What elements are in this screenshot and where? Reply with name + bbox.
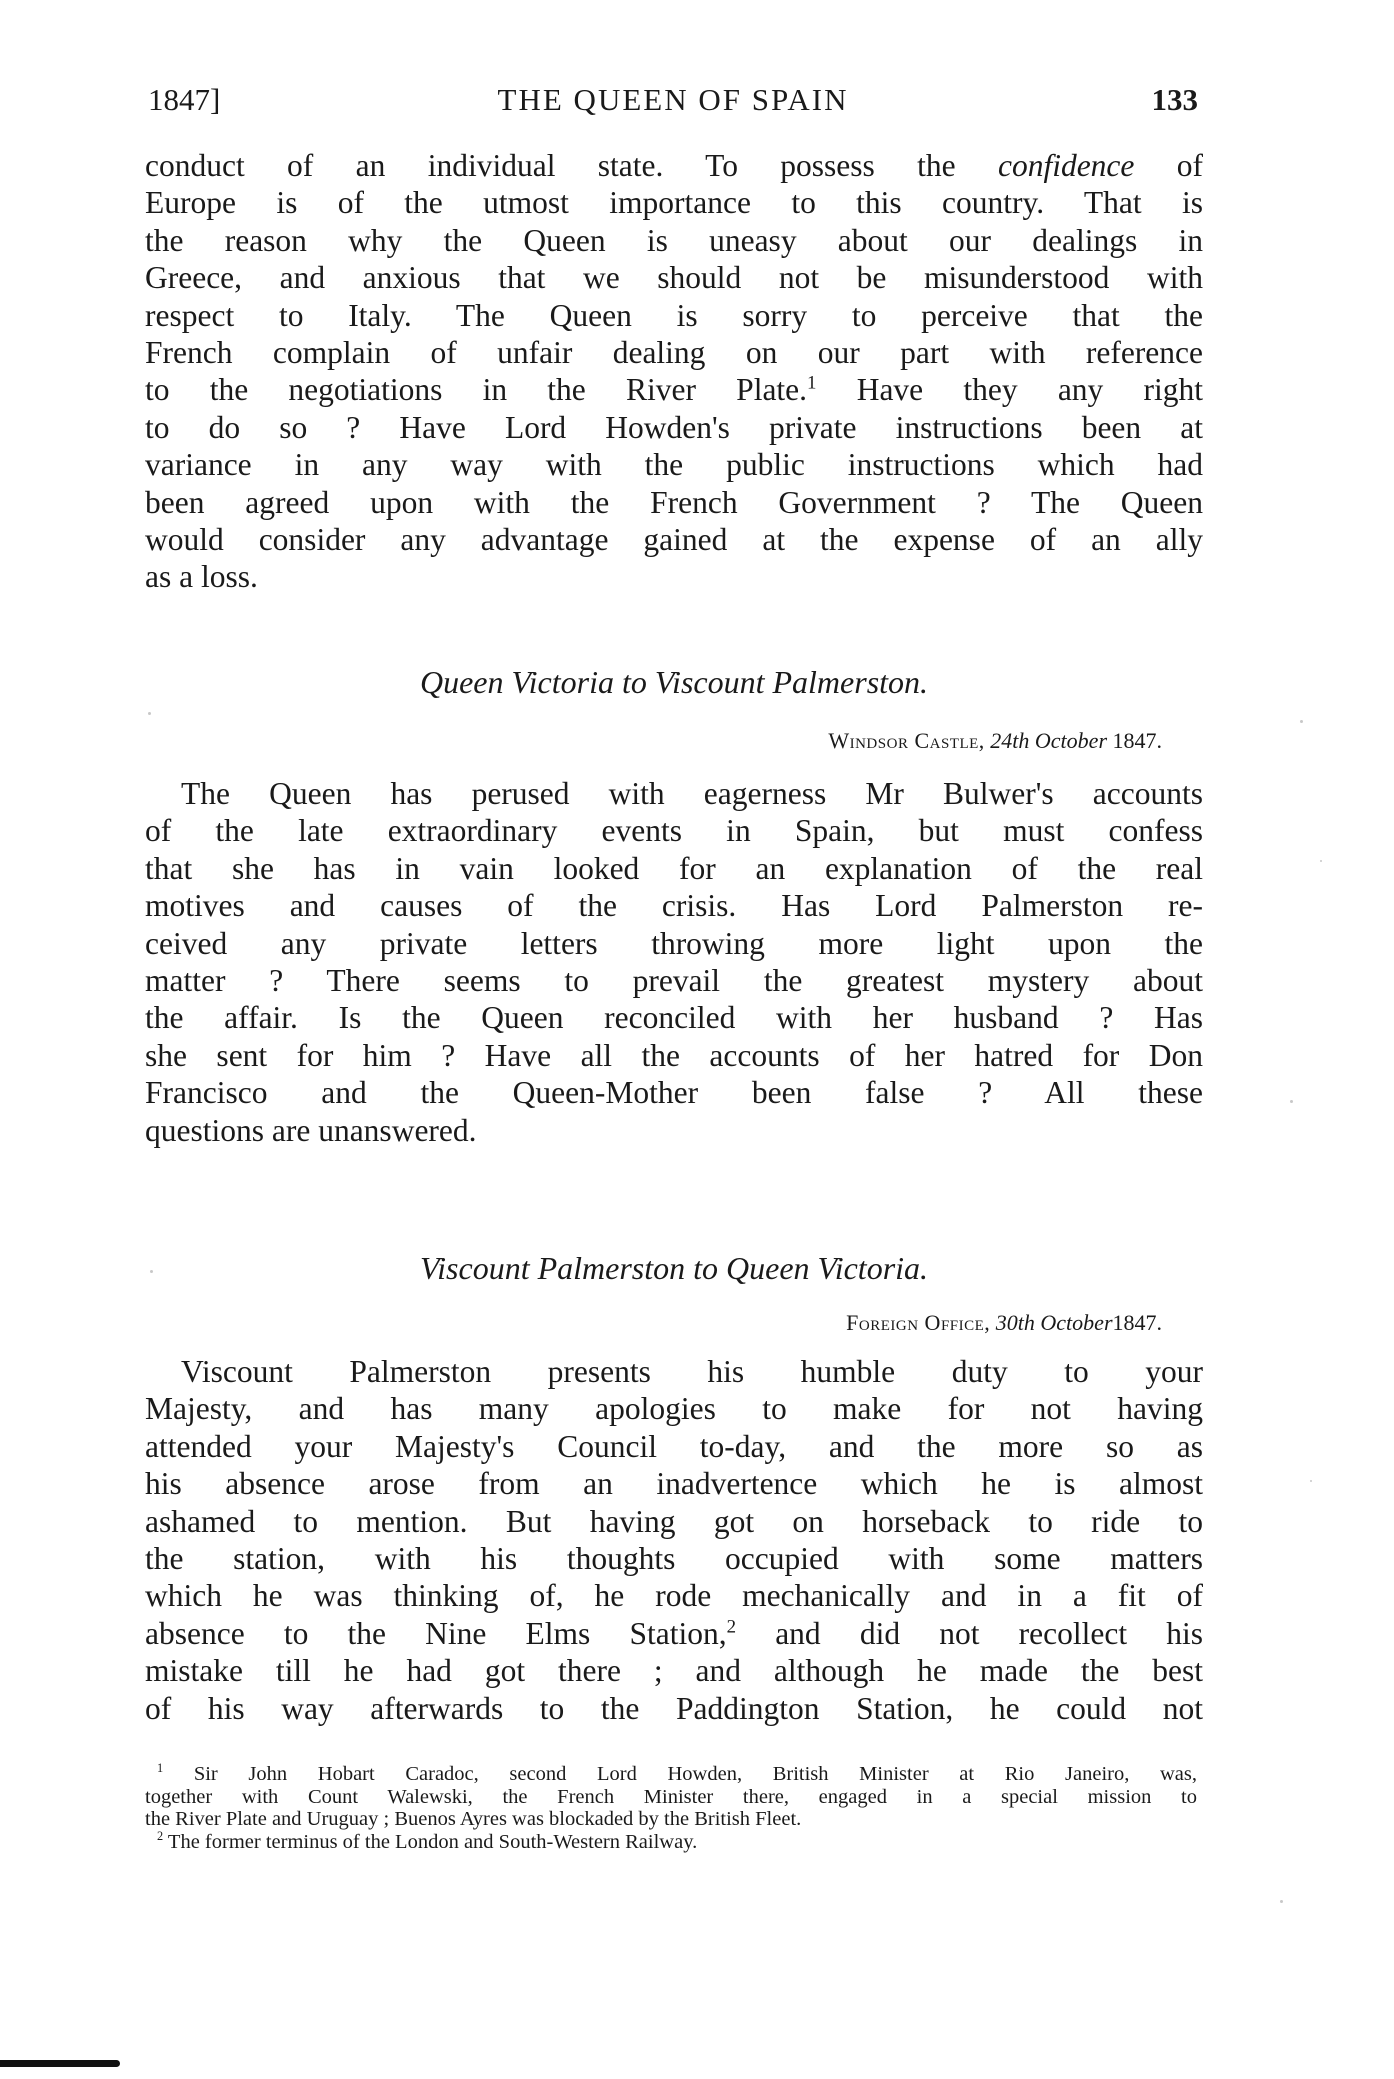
letter-heading-1: Queen Victoria to Viscount Palmerston. xyxy=(419,664,929,700)
text-line: French complain of unfair dealing on our part with reference xyxy=(145,335,1203,371)
text-line: absence to the Nine Elms Station,$^2$ and did not recollect his xyxy=(145,1615,1203,1651)
footnote-ref-1: 1 xyxy=(807,372,817,394)
letter-dateline-2 xyxy=(846,1310,1162,1336)
scan-speck xyxy=(150,1270,153,1273)
scan-speck xyxy=(1320,860,1322,862)
text-line: mistake till he had got there ; and although he made the best xyxy=(145,1653,1203,1689)
letter-body-2 xyxy=(145,1353,1203,1727)
text-line: to the negotiations in the River Plate.$^1$ Have they any right xyxy=(145,372,1203,408)
page-edge-mark xyxy=(0,2060,120,2067)
dateline-date: 24th October xyxy=(990,728,1107,753)
text-line: that she has in vain looked for an explanation of the real xyxy=(145,850,1203,886)
dateline-date: 30th October xyxy=(995,1310,1113,1335)
scan-speck xyxy=(1290,1100,1293,1103)
text-line: conduct of an individual state. To possess the confidence of xyxy=(145,148,1203,183)
text-line: would consider any advantage gained at the expense of an ally xyxy=(145,522,1203,558)
text-line: Majesty, and has many apologies to make for not having xyxy=(145,1391,1203,1427)
text-line: the reason why the Queen is uneasy about our dealings in xyxy=(145,222,1203,258)
letter-dateline-1 xyxy=(828,728,1162,754)
text-line: which he was thinking of, he rode mechanically and in a fit of xyxy=(145,1578,1203,1614)
text-line: as a loss. xyxy=(145,559,258,595)
dateline-place: Foreign Office, xyxy=(846,1310,991,1335)
text-line: of the late extraordinary events in Spain, but must confess xyxy=(145,813,1203,849)
dateline-year: 1847. xyxy=(1112,728,1162,753)
text-line: the affair. Is the Queen reconciled with her husband ? Has xyxy=(145,1000,1203,1036)
text-line: motives and causes of the crisis. Has Lord Palmerston re- xyxy=(145,888,1203,924)
footnote-ref-2: 2 xyxy=(726,1616,737,1638)
letter-heading-2: Viscount Palmerston to Queen Victoria. xyxy=(419,1250,929,1286)
text-line: Greece, and anxious that we should not be misunderstood with xyxy=(145,260,1203,296)
scan-speck xyxy=(148,712,151,715)
dateline-year: 1847. xyxy=(1112,1310,1162,1335)
footnote-number: 1 xyxy=(157,1761,164,1776)
italic-emphasis: confidence xyxy=(997,148,1135,183)
scan-speck xyxy=(1310,1480,1312,1482)
footnote-number: 2 xyxy=(157,1828,164,1843)
text-line: ashamed to mention. But having got on horseback to ride to xyxy=(145,1503,1203,1539)
text-line: his absence arose from an inadvertence which he is almost xyxy=(145,1466,1203,1502)
text-line: variance in any way with the public instructions which had xyxy=(145,447,1203,483)
dateline-place: Windsor Castle, xyxy=(828,728,985,753)
text-line: attended your Majesty's Council to-day, and the more so as xyxy=(145,1428,1203,1464)
text-line: the station, with his thoughts occupied with some matters xyxy=(145,1541,1203,1577)
letter-body-1 xyxy=(145,775,1203,1149)
text-line: questions are unanswered. xyxy=(145,1112,477,1148)
scan-speck xyxy=(1280,1900,1283,1903)
text-line: been agreed upon with the French Government ? The Queen xyxy=(145,484,1203,520)
header-title: THE QUEEN OF SPAIN xyxy=(497,82,849,117)
text-line: Francisco and the Queen-Mother been false ? All these xyxy=(145,1075,1203,1111)
text-line: Viscount Palmerston presents his humble duty to your xyxy=(181,1354,1203,1389)
footnote-1-line: the River Plate and Uruguay ; Buenos Ayres was blockaded by the British Fleet. xyxy=(145,1808,802,1830)
text-line: ceived any private letters throwing more light upon the xyxy=(145,925,1203,961)
text-line: to do so ? Have Lord Howden's private instructions been at xyxy=(145,409,1203,445)
paragraph-continuation xyxy=(145,147,1203,596)
text-line: The Queen has perused with eagerness Mr Bulwer's accounts xyxy=(181,776,1203,811)
text-line: respect to Italy. The Queen is sorry to perceive that the xyxy=(145,297,1203,333)
footnotes xyxy=(145,1763,1197,1853)
header-year: 1847] xyxy=(148,82,221,117)
footnote-2-line: $^2$ The former terminus of the London and South-Western Railway. xyxy=(157,1828,698,1853)
text-line: matter ? There seems to prevail the greatest mystery about xyxy=(145,963,1203,999)
text-line: she sent for him ? Have all the accounts of her hatred for Don xyxy=(145,1037,1203,1073)
text-line: of his way afterwards to the Paddington Station, he could not xyxy=(145,1690,1203,1726)
footnote-1-line: together with Count Walewski, the French Minister there, engaged in a special mission to xyxy=(145,1785,1197,1808)
footnote-1-line: $^1$ Sir John Hobart Caradoc, second Lord Howden, British Minister at Rio Janeiro, was, xyxy=(157,1761,1197,1785)
running-header xyxy=(148,82,1198,122)
text-line: Europe is of the utmost importance to this country. That is xyxy=(145,185,1203,221)
page-number: 133 xyxy=(1151,82,1198,117)
scan-speck xyxy=(1300,720,1303,723)
